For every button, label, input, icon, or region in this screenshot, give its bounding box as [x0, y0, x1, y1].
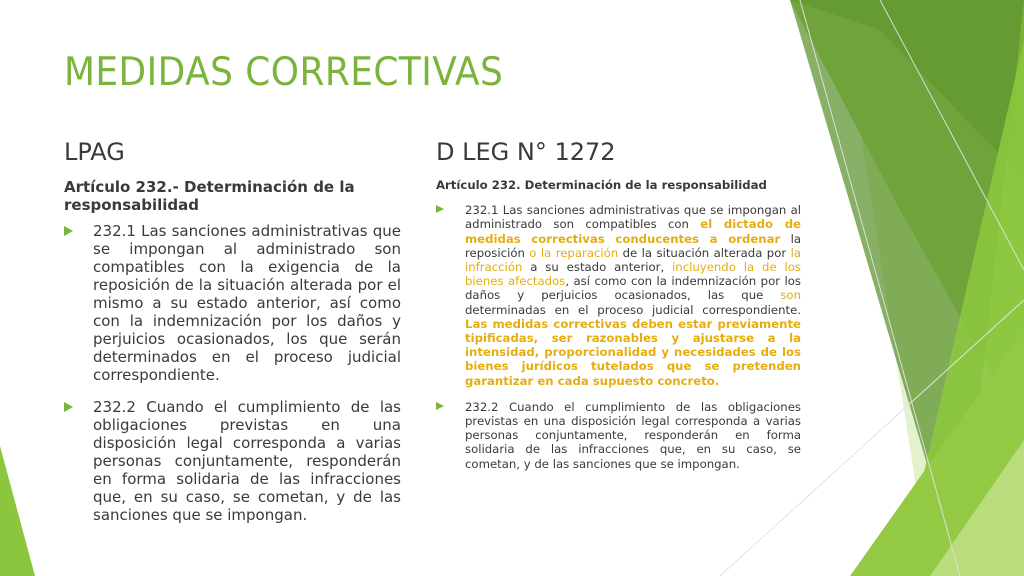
left-item-1-text: 232.1 Las sanciones administrativas que se impongan al administrado son compatibles con la exigencia de la reposición de la situación alterada por el mismo a su estado anterior, así como con la indemnización por los daños y perjuicios ocasionados, los que serán determinados en el proceso judicial correspondiente.	[93, 222, 401, 384]
triangle-bullet-icon	[64, 402, 73, 412]
highlighted-segment: o la reparación	[529, 245, 619, 260]
triangle-bullet-icon	[64, 226, 73, 236]
highlighted-segment: son	[780, 288, 801, 303]
right-bullet-item-1	[436, 203, 801, 388]
right-bullet-item-2	[436, 400, 801, 471]
left-item-2-text: 232.2 Cuando el cumplimiento de las obligaciones previstas en una disposición legal corresponda a varias personas conjuntamente, responderán en forma solidaria de las infracciones que, en su caso, se cometan, y de las sanciones que se impongan.	[93, 398, 401, 524]
right-column-heading: D LEG N° 1272	[436, 138, 616, 166]
highlighted-segment: incluyendo la de los bienes afectados	[465, 260, 801, 289]
slide-title: MEDIDAS CORRECTIVAS	[64, 50, 504, 95]
text-segment: de la situación alterada por	[618, 245, 791, 260]
left-bullet-item-1	[64, 222, 401, 384]
text-segment: determinadas en el proceso judicial correspondiente.	[465, 302, 801, 317]
left-column	[64, 178, 401, 538]
text-segment: la reposición	[465, 231, 801, 260]
text-segment: , así como con la indemnización por los daños y perjuicios ocasionados, las que	[465, 274, 801, 303]
right-column	[436, 178, 801, 483]
right-bullet-list	[436, 203, 801, 471]
highlighted-segment: Las medidas correctivas deben estar previamente tipificadas, ser razonables y ajustarse a la intensidad, proporcionalidad y necesidades de los bienes jurídicos tutelados que se pretenden garantizar en cada supuesto concreto.	[465, 316, 801, 388]
text-segment: 232.1 Las sanciones administrativas que se impongan al administrado son compatibles con	[465, 203, 801, 232]
right-article-title: Artículo 232. Determinación de la responsabilidad	[436, 178, 767, 192]
bottom-left-facet	[0, 446, 35, 576]
triangle-bullet-icon	[436, 402, 444, 410]
left-bullet-list	[64, 222, 401, 524]
left-column-heading: LPAG	[64, 138, 125, 166]
text-segment: a su estado anterior,	[522, 260, 673, 275]
right-item-2-text: 232.2 Cuando el cumplimiento de las obligaciones previstas en una disposición legal corresponda a varias personas conjuntamente, responderán en forma solidaria de las infracciones que, en su caso, se cometan, y de las sanciones que se impongan.	[465, 399, 801, 471]
highlighted-segment: la infracción	[465, 245, 801, 275]
right-item-1-text	[465, 203, 801, 387]
triangle-bullet-icon	[436, 205, 444, 213]
left-bullet-item-2	[64, 398, 401, 524]
left-article-title: Artículo 232.- Determinación de la responsabilidad	[64, 178, 355, 214]
highlighted-segment: el dictado de medidas correctivas conducentes a ordenar	[465, 217, 801, 246]
